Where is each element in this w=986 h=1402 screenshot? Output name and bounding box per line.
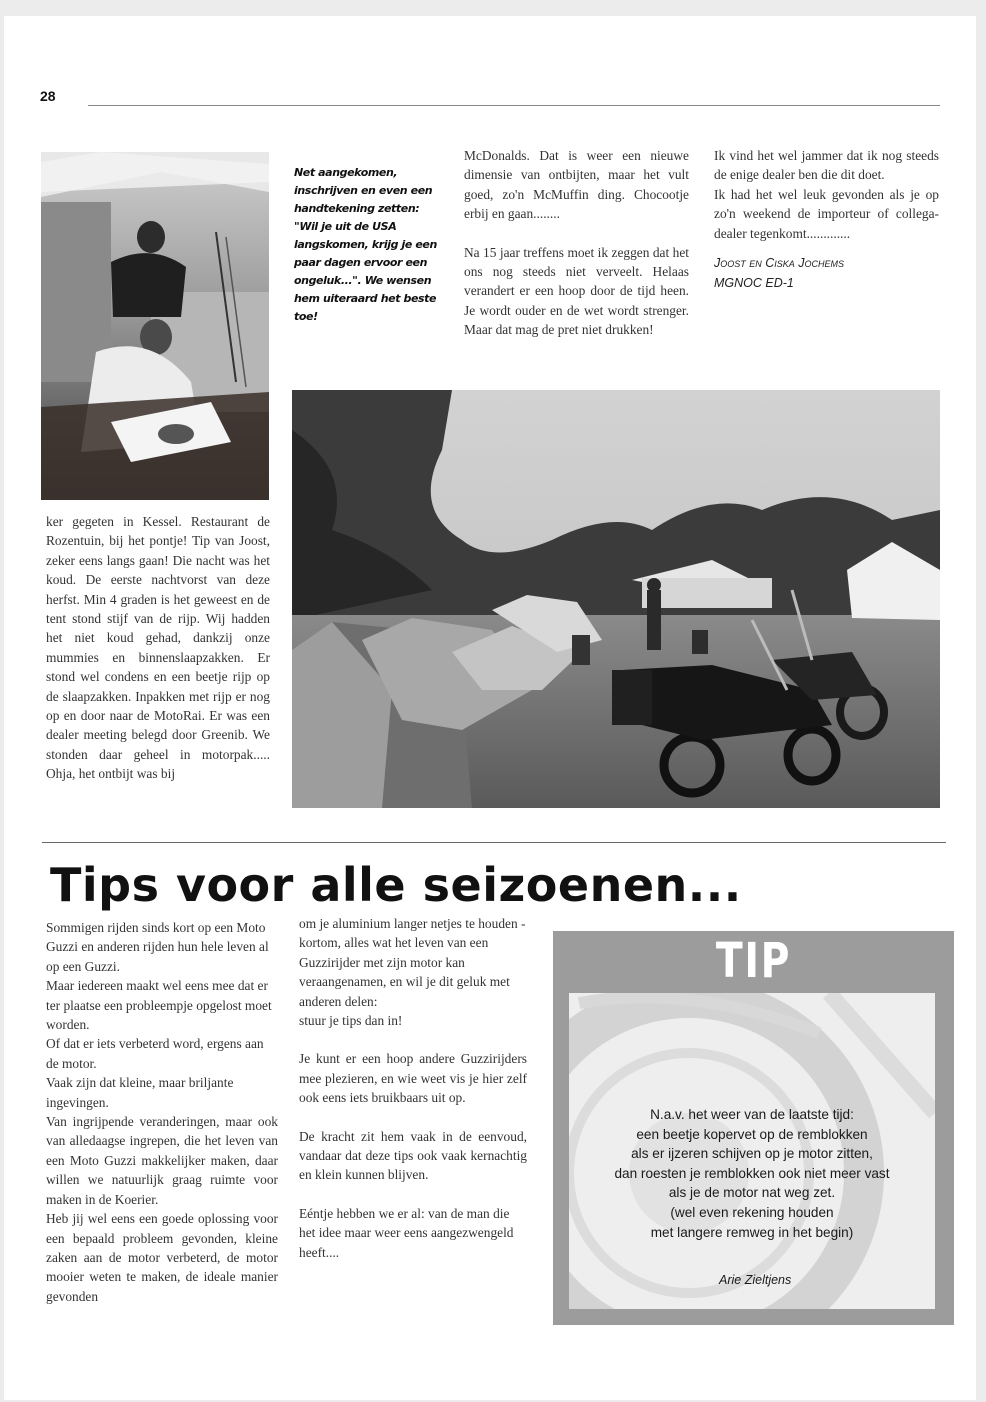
tip-panel (569, 993, 935, 1309)
author-club: MGNOC ED-1 (714, 276, 794, 291)
column-kessel (46, 512, 270, 784)
tip-line: (wel even rekening houden (670, 1204, 834, 1220)
tip-text (569, 1105, 935, 1242)
section-rule (42, 842, 946, 843)
tip-title: TIP (715, 933, 792, 989)
tip-line: N.a.v. het weer van de laatste tijd: (650, 1107, 854, 1122)
paragraph: Maar iedereen maakt wel eens mee dat er ter plaatse een probleempje opgelost moet worden. (46, 978, 272, 1033)
paragraph: Ik had het wel leuk gevonden als je op zo'n weekend de importeur of collega-dealer tegenkomt............. (714, 186, 939, 241)
magazine-page (4, 16, 976, 1400)
paragraph: Na 15 jaar treffens moet ik zeggen dat het ons nog steeds niet verveelt. Helaas verandert er een hoop door de tijd heen. Je wordt ouder en de wet wordt strenger. Maar dat mag de pret niet drukken! (464, 244, 689, 338)
paragraph: Sommigen rijden sinds kort op een Moto Guzzi en anderen rijden hun hele leven al op een Guzzi. (46, 920, 269, 974)
author-signature (714, 253, 939, 293)
page-number: 28 (40, 88, 56, 104)
author-names: Joost en Ciska Jochems (714, 256, 844, 271)
paragraph: Vaak zijn dat kleine, maar briljante ingevingen. (46, 1075, 234, 1110)
paragraph: Van ingrijpende veranderingen, maar ook van alledaagse ingrepen, die het leven van een Moto Guzzi makkelijker maken, daar willen we natuurlijk graag ruimte voor maken in de Koerier. (46, 1114, 278, 1207)
tip-line: met langere remweg in het begin) (650, 1224, 854, 1240)
paragraph: Heb jij wel eens een goede oplossing voor een bepaald probleem gevonden, kleine zaken aan de motor verbeterd, de motor mooier weten te maken, de ideale manier gevonden (46, 1211, 278, 1304)
photo-signing (41, 152, 269, 500)
tip-line: dan roesten je remblokken ook niet meer vast (614, 1165, 890, 1181)
paragraph: ker gegeten in Kessel. Restaurant de Rozentuin, bij het pontje! Tip van Joost, zeker eens langs gaan! Die nacht was het koud. De eerste nachtvorst van deze herfst. Min 4 graden is het geweest en de tent stond stijf van de rijp. Wij hadden het niet koud gehad, dankzij onze mummies en binnenslaapzakken. Er stond wel condens en een beetje rijp op de slaapzakken. Inpakken met rijp er nog op en door naar de MotoRai. Er was een dealer meeting belegd door Greenib. We stonden daar geheel in motorpak..... Ohja, het ontbijt was bij (46, 514, 270, 782)
column-dealer (714, 146, 939, 293)
paragraph: stuur je tips dan in! (299, 1013, 403, 1029)
tips-column-2 (299, 914, 527, 1262)
paragraph: om je aluminium langer netjes te houden - kortom, alles wat het leven van een Guzzirijder met zijn motor kan veraangenamen, en wil je dit geluk met anderen delen: (299, 916, 526, 1009)
tip-line: als er ijzeren schijven op je motor zitten, (631, 1146, 873, 1162)
tip-box (553, 931, 954, 1325)
paragraph: Ik vind het wel jammer dat ik nog steeds de enige dealer ben die dit doet. (714, 148, 939, 183)
tip-line: als je de motor nat weg zet. (668, 1185, 836, 1201)
paragraph: McDonalds. Dat is weer een nieuwe dimensie van ontbijten, maar het vult goed, zo'n McMuffin ding. Chocootje erbij en gaan........ (464, 148, 689, 222)
tip-line: een beetje kopervet op de remblokken (636, 1126, 868, 1142)
paragraph: Of dat er iets verbeterd word, ergens aan de motor. (46, 1036, 264, 1071)
paragraph: Eéntje hebben we er al: van de man die het idee maar weer eens aangezwengeld heeft.... (299, 1205, 514, 1260)
paragraph: De kracht zit hem vaak in de eenvoud, vandaar dat deze tips ook vaak kernachtig en klein kunnen blijven. (299, 1128, 527, 1183)
photo-caption: Net aangekomen, inschrijven en even een handtekening zetten: "Wil je uit de USA langskomen, krijg je een paar dagen ervoor een ongeluk...". We wensen hem uiteraard het beste toe! (294, 166, 437, 323)
tips-column-1 (46, 918, 278, 1306)
header-rule (88, 105, 940, 106)
column-mcdonalds (464, 146, 689, 340)
paragraph: Je kunt er een hoop andere Guzzirijders mee plezieren, en wie weet vis je hier zelf ook eens iets bruikbaars uit op. (299, 1051, 527, 1106)
tip-signature: Arie Zieltjens (719, 1273, 792, 1287)
section-headline: Tips voor alle seizoenen... (50, 858, 742, 912)
photo-campsite (292, 390, 940, 808)
